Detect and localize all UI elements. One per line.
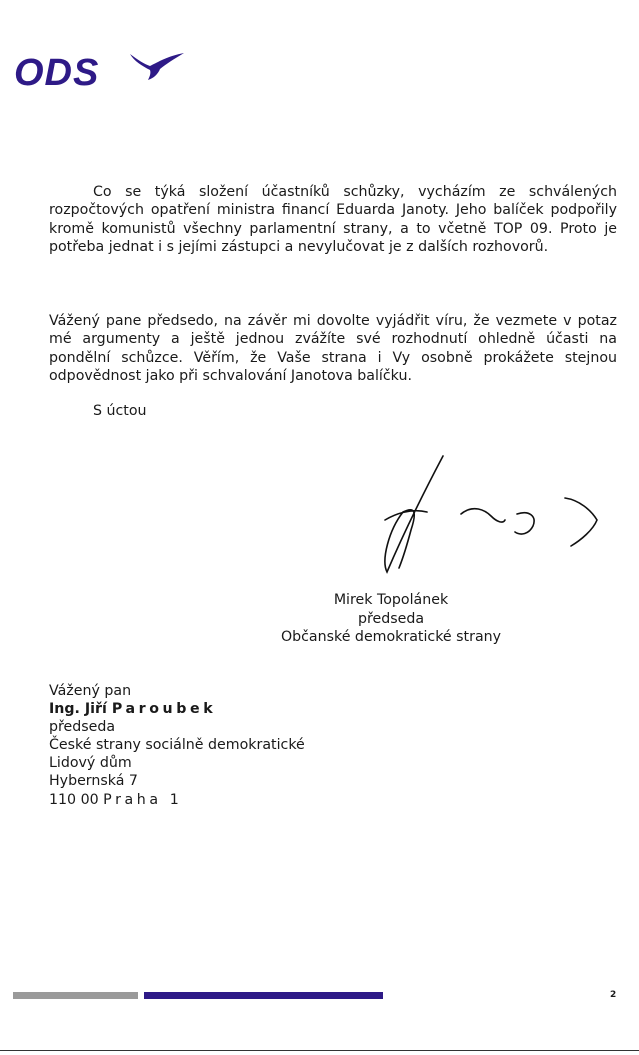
recipient-organization: České strany sociálně demokratické xyxy=(49,737,305,754)
recipient-address xyxy=(49,682,305,809)
footer-bar-gray xyxy=(13,992,138,999)
recipient-salutation: Vážený pan xyxy=(49,683,132,699)
bottom-divider xyxy=(0,1050,639,1051)
footer-bar-purple xyxy=(144,992,383,999)
sender-block xyxy=(250,591,532,647)
handwritten-signature xyxy=(365,450,605,580)
sender-party: Občanské demokratické strany xyxy=(280,629,502,645)
letter-paragraph-2: Vážený pane předsedo, na závěr mi dovolte vyjádřit víru, že vezmete v potaz mé argumenty a ještě jednou zvážíte své rozhodnutí ohledně účasti na pondělní schůzce. Věřím, že Vaše strana i Vy osobně prokážete stejnou odpovědnost jako při schvalování Janotova balíčku. xyxy=(49,313,617,384)
recipient-name xyxy=(49,700,305,718)
logo-text: ODS xyxy=(14,52,100,94)
letter-paragraph-1: Co se týká složení účastníků schůzky, vycházím ze schválených rozpočtových opatření ministra financí Eduarda Janoty. Jeho balíček podpořily kromě komunistů všechny parlamentní strany, a to včetně TOP 09. Proto je potřeba jednat i s jejími zástupci a nevylučovat je z dalších rozhovorů. xyxy=(49,184,617,255)
recipient-city-line xyxy=(49,791,305,809)
sender-name: Mirek Topolánek xyxy=(333,592,449,608)
recipient-city: Praha 1 xyxy=(103,791,183,808)
sender-role: předseda xyxy=(357,610,425,627)
recipient-surname: Paroubek xyxy=(111,701,217,718)
recipient-street: Hybernská 7 xyxy=(49,773,138,790)
recipient-postcode: 110 00 xyxy=(49,791,99,808)
closing-greeting: S úctou xyxy=(93,403,147,419)
page-number: 2 xyxy=(610,990,617,1000)
recipient-building: Lidový dům xyxy=(49,755,132,772)
bird-icon xyxy=(124,50,186,84)
recipient-role: předseda xyxy=(49,719,116,736)
ods-logo xyxy=(12,50,182,100)
recipient-title: Ing. Jiří xyxy=(49,701,107,718)
